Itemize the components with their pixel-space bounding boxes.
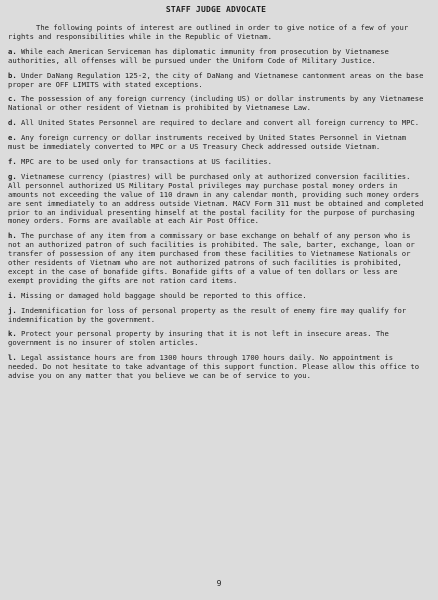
page-title: STAFF JUDGE ADVOCATE (165, 5, 267, 14)
item-text: Vietnamese currency (piastres) will be purchased only at authorized conversion facilities. All personnel authorized US Military Postal privileges may purchase postal money orders in amounts not exceeding the value of 110 drawn in any calendar month, providing such money orders are sent immediately to an address outside Vietnam. MACV Form 311 must be obtained and completed prior to an individual presenting himself at the postal facility for the purpose of purchasing money orders. Forms are available at each Air Post Office. (8, 171, 424, 226)
item-h (8, 232, 424, 285)
item-label: f. (8, 156, 17, 166)
item-e (8, 134, 424, 152)
item-text: Indemnification for loss of personal property as the result of enemy fire may qualify for indemnification by the government. (8, 305, 407, 324)
item-text: Legal assistance hours are from 1300 hours through 1700 hours daily. No appointment is needed. Do not hesitate to take advantage of this support function. Please allow this office to advise you on any matter that you believe we can be of service to you. (8, 353, 420, 381)
item-label: i. (8, 290, 17, 300)
item-g (8, 173, 424, 226)
item-label: c. (8, 94, 17, 104)
item-label: a. (8, 46, 17, 56)
item-b (8, 72, 424, 90)
item-l (8, 354, 424, 381)
item-d (8, 119, 424, 128)
item-text: All United States Personnel are required to declare and convert all foreign currency to MPC. (20, 118, 420, 128)
item-i (8, 292, 424, 301)
item-a (8, 48, 424, 66)
item-text: Missing or damaged hold baggage should be reported to this office. (20, 290, 307, 300)
item-label: e. (8, 133, 17, 143)
item-text: Any foreign currency or dollar instruments received by United States Personnel in Vietnam must be immediately converted to MPC or a US Treasury Check addressed outside Vietnam. (8, 133, 407, 152)
item-label: k. (8, 329, 17, 339)
item-text: Under DaNang Regulation 125-2, the city of DaNang and Vietnamese cantonment areas on the base proper are OFF LIMITS with stated exceptions. (8, 70, 424, 89)
item-label: h. (8, 231, 17, 241)
item-f (8, 158, 424, 167)
item-label: d. (8, 118, 17, 128)
item-text: MPC are to be used only for transactions at US facilities. (20, 156, 272, 166)
item-label: g. (8, 171, 17, 181)
page-number: 9 (216, 579, 222, 588)
item-text: While each American Serviceman has diplomatic immunity from prosecution by Vietnamese authorities, all offenses will be pursued under the Uniform Code of Military Justice. (8, 46, 389, 65)
item-label: b. (8, 70, 17, 80)
item-k (8, 330, 424, 348)
item-c (8, 95, 424, 113)
item-j (8, 307, 424, 325)
item-text: The purchase of any item from a commissary or base exchange on behalf of any person who is not an authorized patron of such facilities is prohibited. The sale, barter, exchange, loan or transfer of possession of any item purchased from these facilities to Vietnamese Nationals or other residents of Vietnam who are not authorized patrons of such facilities is prohibited, except in the case of bonafide gifts. Bonafide gifts of a value of ten dollars or less are exempt providing the gifts are not ration card items. (8, 231, 415, 285)
intro-paragraph: The following points of interest are outlined in order to give notice of a few of your rights and responsibilities while in the Republic of Vietnam. (8, 23, 409, 41)
item-label: l. (8, 353, 17, 363)
item-label: j. (8, 305, 17, 315)
item-text: The possession of any foreign currency (including US) or dollar instruments by any Vietnamese National or other resident of Vietnam is prohibited by Vietnamese Law. (8, 94, 424, 113)
item-text: Protect your personal property by insuring that it is not left in insecure areas. The government is no insurer of stolen articles. (8, 329, 389, 348)
